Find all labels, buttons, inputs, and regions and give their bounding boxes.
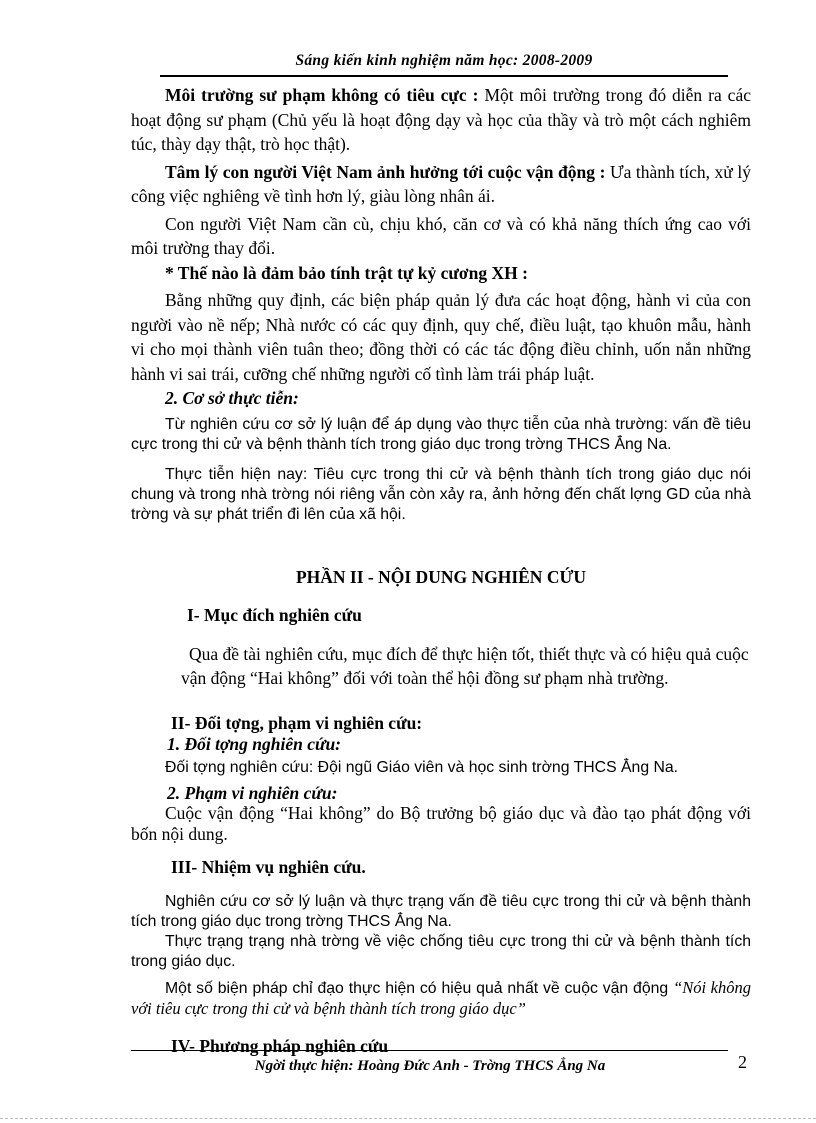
page-header: Sáng kiến kinh nghiệm năm học: 2008-2009 [295,52,593,69]
subheading-pham-vi: 2. Phạm vi nghiên cứu: [167,783,338,803]
text-tam-ly: Ưa thành tích, xử lý công việc nghiêng về tình hơn lý, giàu lòng nhân ái. [131,161,751,206]
paragraph-moi-truong [131,83,751,157]
section-3-heading: III- Nhiệm vụ nghiên cứu. [171,857,366,877]
paragraph-nhiem-vu-3 [131,978,751,1020]
subheading-doi-tuong: 1. Đối tợng nghiên cứu: [167,734,342,754]
section-2-heading: II- Đối tợng, phạm vi nghiên cứu: [171,712,423,733]
paragraph-nhiem-vu-2: Thực trạng trạng nhà trờng về việc chống tiêu cực trong thi cử và bệnh thành tích trong giáo dục. [131,932,751,970]
paragraph-pham-vi: Cuộc vận động “Hai không” do Bộ trưởng bộ giáo dục và đào tạo phát động với bốn nội dung. [131,803,751,844]
footer-rule [131,1050,728,1051]
heading-co-so-thuc-tien: 2. Cơ sở thực tiễn: [165,388,299,408]
paragraph-thuc-tien: Thực tiễn hiện nay: Tiêu cực trong thi cử và bệnh thành tích trong giáo dục nói chung và trong nhà trờng nói riêng vẫn còn xảy ra, ảnh hởng đến chất lợng GD của nhà trờng và sự phát triển đi lên của xã hội. [131,465,751,523]
text-moi-truong: Một môi trường trong đó diễn ra các hoạt động sư phạm (Chủ yếu là hoạt động dạy và học của thầy và trò một cách nghiêm túc, thày dạy thật, trò học thật). [131,85,751,154]
heading-trat-tu-ky-cuong: * Thế nào là đảm bảo tính trật tự kỷ cương XH : [165,262,528,283]
section-4-heading: IV- Phương pháp nghiên cứu [171,1035,389,1056]
quote-noi-khong: “Nói không với tiêu cực trong thi cử và bệnh thành tích trong giáo dục” [131,977,751,1018]
part-2-heading: PHẦN II - NỘI DUNG NGHIÊN CỨU [295,566,587,587]
paragraph-quy-dinh: Bằng những quy định, các biện pháp quản lý đưa các hoạt động, hành vi của con người vào nề nếp; Nhà nước có các quy định, quy chế, điều luật, tạo khuôn mẫu, hành vi cho mọi thành viên tuân theo; đồng thời có các tác động điều chỉnh, uốn nắn những hành vi sai trái, cưỡng chế những người cố tình làm trái pháp luật. [131,290,751,384]
paragraph-tam-ly [131,160,751,209]
term-moi-truong: Môi trường sư phạm không có tiêu cực : [165,85,479,105]
paragraph-nhiem-vu-1: Nghiên cứu cơ sở lý luận và thực trạng vấn đề tiêu cực trong thi cử và bệnh thành tích trong giáo dục trong trờng THCS Ẳng Na. [131,892,751,930]
page-footer: Ngời thực hiện: Hoàng Đức Anh - Trờng THCS Ẳng Na [254,1058,606,1074]
paragraph-tu-nghien-cuu: Từ nghiên cứu cơ sở lý luận để áp dụng vào thực tiễn của nhà trường: vấn đề tiêu cực trong thi cử và bệnh thành tích trong giáo dục trong trờng THCS Ẳng Na. [131,415,751,453]
page-content [131,83,751,1058]
page-edge-dashed-line [0,1118,816,1119]
paragraph-doi-tuong: Đối tợng nghiên cứu: Đội ngũ Giáo viên và học sinh trờng THCS Ẳng Na. [165,759,679,776]
header-rule [160,75,728,77]
page-number: 2 [738,1052,747,1072]
paragraph-muc-dich: Qua đề tài nghiên cứu, mục đích để thực hiện tốt, thiết thực và có hiệu quả cuộc vận động “Hai không” đối với toàn thể hội đồng sư phạm nhà trường. [181,643,749,688]
section-1-heading: I- Mục đích nghiên cứu [187,605,362,625]
term-tam-ly: Tâm lý con người Việt Nam ảnh hưởng tới cuộc vận động : [165,161,606,182]
paragraph-con-nguoi: Con người Việt Nam cần cù, chịu khó, căn cơ và có khả năng thích ứng cao với môi trường thay đổi. [131,213,751,258]
text-bien-phap: Một số biện pháp chỉ đạo thực hiện có hiệu quả nhất về cuộc vận động [165,979,674,997]
